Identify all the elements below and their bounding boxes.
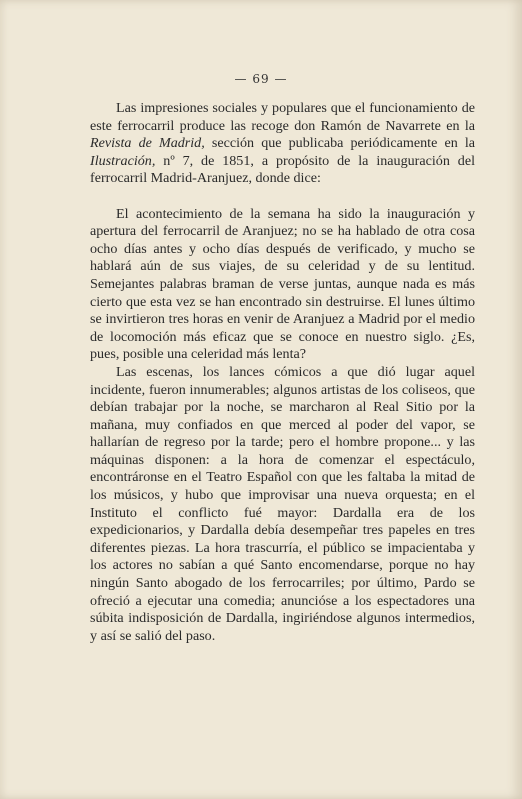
intro-source-1: Revista de Madrid, (90, 135, 205, 152)
intro-text-3: nº 7, de 1851, a propósito de la inauguración del ferrocarril Madrid-Aranjuez, donde dice: (90, 152, 475, 187)
intro-text-1: Las impresiones sociales y populares que el funcionamiento de este ferrocarril produce las recoge don Ramón de Navarrete en la (90, 100, 475, 134)
quote-paragraph-1: El acontecimiento de la semana ha sido la inauguración y apertura del ferrocarril de Aranjuez; no se ha hablado de otra cosa ocho días antes y ocho días después de verificado, y mucho se hablará aún de sus viajes, de su celeridad y de su lentitud. Semejantes palabras braman de verse juntas, aunque nada es más cierto que esta vez se han encontrado sin destruirse. El lunes último se invirtieron tres horas en venir de Aranjuez a Madrid por el medio de locomoción más eficaz que se conoce en nuestro siglo. ¿Es, pues, posible una celeridad más lenta? (90, 205, 475, 363)
body-text (90, 100, 475, 645)
intro-source-2: Ilustración, (90, 152, 156, 169)
intro-paragraph (90, 100, 475, 188)
quote-paragraph-2: Las escenas, los lances cómicos a que dió lugar aquel incidente, fueron innumerables; algunos artistas de los coliseos, que debían trabajar por la noche, se marcharon al Real Sitio por la mañana, muy confiados en que merced al poder del vapor, se hallarían de regreso por la tarde; pero el hombre propone... y las máquinas disponen: a la hora de comenzar el espectáculo, encontráronse en el Teatro Español con que les faltaba la mitad de los músicos, y hubo que improvisar una nueva orquesta; en el Instituto el conflicto fué mayor: Dardalla era de los expedicionarios, y Dardalla debía desempeñar tres papeles en tres diferentes piezas. La hora trascurría, el público se impacientaba y los actores no sabían a qué Santo encomendarse, porque no hay ningún Santo abogado de los ferrocarriles; por último, Pardo se ofreció a ejecutar una comedia; anuncióse a los espectadores una súbita indisposición de Dardalla, ingiriéndose algunos intermedios, y así se salió del paso. (90, 363, 475, 644)
intro-text-2: sección que publicaba periódicamente en la (204, 135, 475, 152)
page-number: — 69 — (234, 72, 288, 86)
